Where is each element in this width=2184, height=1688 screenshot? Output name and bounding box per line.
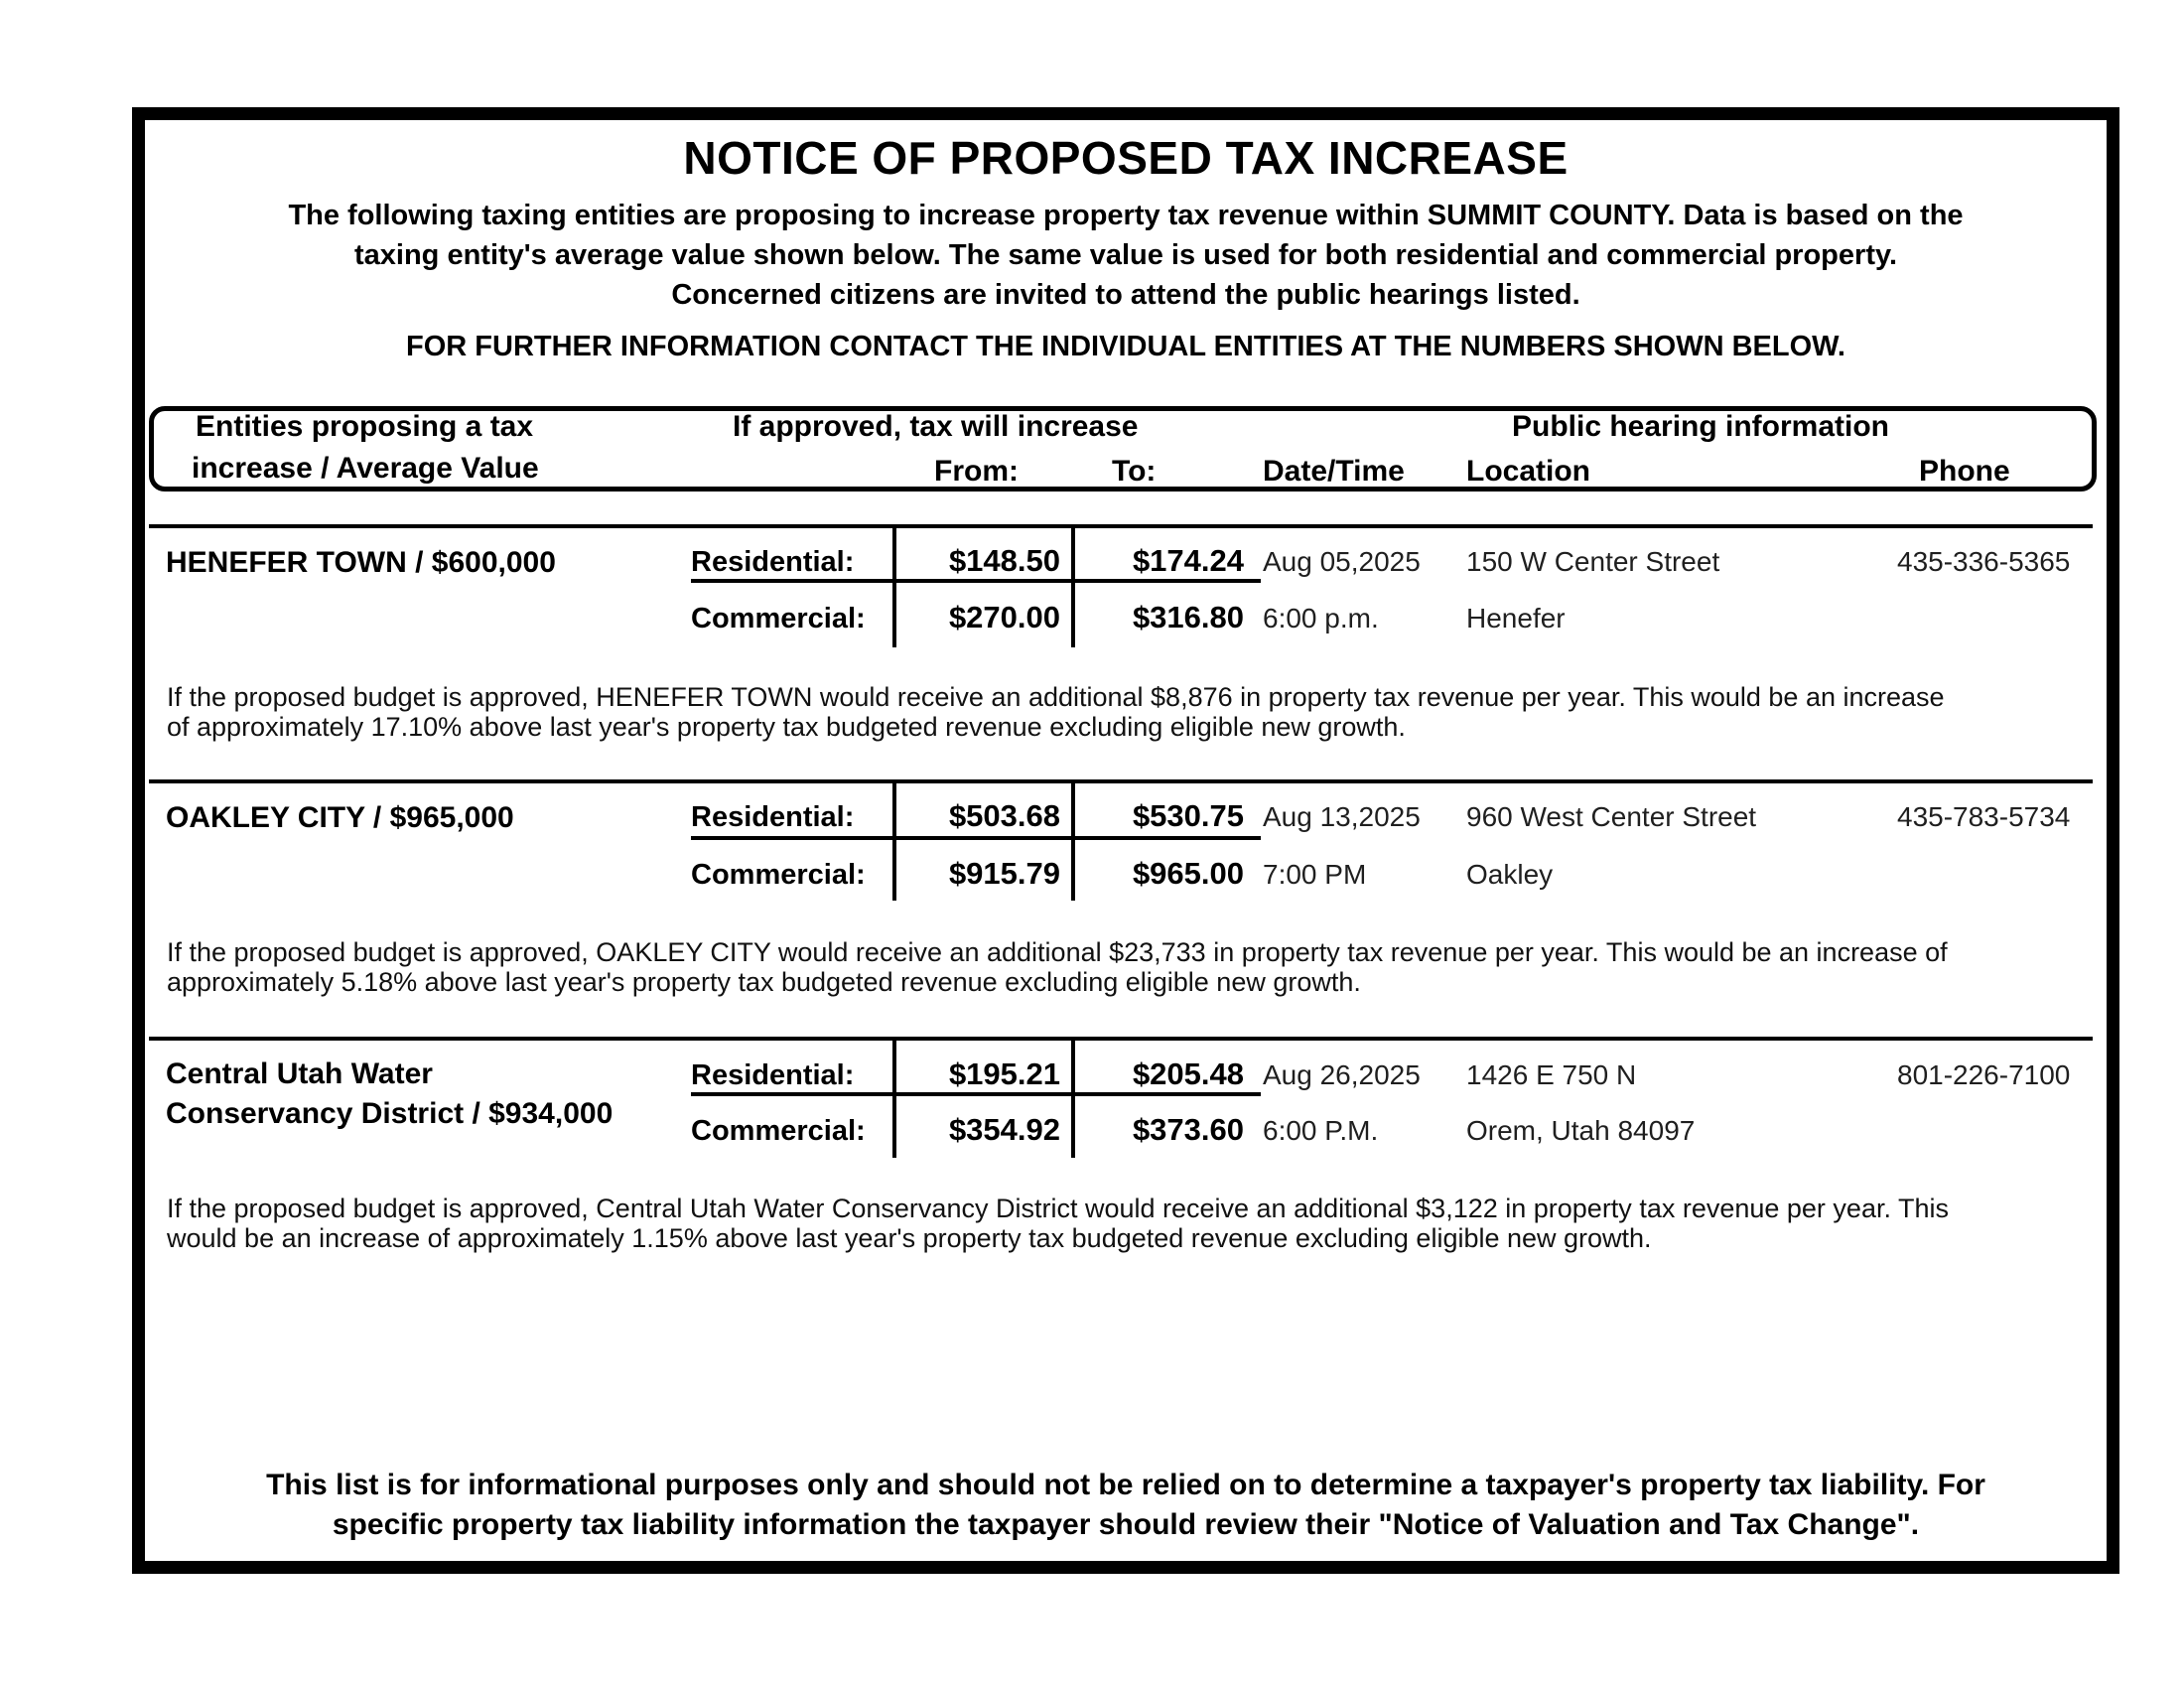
- hearing-time: 7:00 PM: [1263, 859, 1367, 890]
- header-hearing-group: Public hearing information: [1511, 410, 1890, 443]
- section-divider: [149, 1037, 2093, 1041]
- from-col-right-rule: [1071, 1039, 1075, 1158]
- residential-to-value: $174.24: [1132, 543, 1244, 578]
- note-line-1: If the proposed budget is approved, Central Utah Water Conservancy District would receive an additional $3,122 in property tax revenue per year. This: [167, 1194, 1949, 1223]
- commercial-to-value: $373.60: [1132, 1112, 1244, 1147]
- notice-frame: [132, 107, 2119, 1574]
- entity-name-line1: Central Utah Water: [166, 1057, 433, 1090]
- header-phone: Phone: [1919, 455, 2010, 488]
- entity-note: [167, 937, 1948, 997]
- header-location: Location: [1466, 455, 1590, 488]
- intro-paragraph: [145, 196, 2107, 315]
- hearing-time: 6:00 P.M.: [1263, 1115, 1379, 1146]
- from-col-right-rule: [1071, 781, 1075, 901]
- footer-line-1: This list is for informational purposes only and should not be relied on to determine a taxpayer's property tax liability. For: [266, 1469, 1985, 1501]
- commercial-from-value: $354.92: [948, 1112, 1060, 1147]
- note-line-2: of approximately 17.10% above last year's property tax budgeted revenue excluding eligible new growth.: [167, 712, 1406, 742]
- hearing-location-line1: 960 West Center Street: [1466, 801, 1757, 832]
- entity-name-line2: Conservancy District / $934,000: [166, 1097, 614, 1130]
- contact-line: FOR FURTHER INFORMATION CONTACT THE INDIVIDUAL ENTITIES AT THE NUMBERS SHOWN BELOW.: [406, 331, 1845, 362]
- entity-name: [166, 798, 514, 838]
- footer-disclaimer: [145, 1466, 2107, 1545]
- entity-name: [166, 543, 556, 583]
- note-line-1: If the proposed budget is approved, OAKLEY CITY would receive an additional $23,733 in property tax revenue per year. This would be an increase of: [167, 937, 1948, 967]
- section-divider: [149, 524, 2093, 528]
- residential-label: Residential:: [691, 1059, 855, 1091]
- residential-label: Residential:: [691, 801, 855, 833]
- hearing-phone: 435-336-5365: [1897, 546, 2071, 577]
- header-increase-group: If approved, tax will increase: [733, 410, 1139, 443]
- commercial-label: Commercial:: [691, 859, 866, 891]
- entity-note: [167, 1194, 1949, 1253]
- hearing-date: Aug 26,2025: [1263, 1059, 1421, 1090]
- note-line-2: would be an increase of approximately 1.15% above last year's property tax budgeted revenue excluding eligible new growth.: [167, 1223, 1652, 1253]
- entity-name-line1: OAKLEY CITY / $965,000: [166, 801, 514, 834]
- intro-line-2: taxing entity's average value shown below. The same value is used for both residential and commercial property.: [353, 239, 1898, 271]
- residential-row-rule: [691, 1092, 1261, 1096]
- commercial-to-value: $965.00: [1132, 856, 1244, 891]
- header-to: To:: [1112, 455, 1157, 488]
- commercial-to-value: $316.80: [1132, 600, 1244, 634]
- hearing-phone: 435-783-5734: [1897, 801, 2071, 832]
- from-col-right-rule: [1071, 524, 1075, 647]
- header-entities-col-line1: Entities proposing a tax: [196, 410, 534, 443]
- hearing-location-line2: Orem, Utah 84097: [1466, 1115, 1696, 1146]
- residential-from-value: $195.21: [948, 1056, 1060, 1091]
- note-line-2: approximately 5.18% above last year's property tax budgeted revenue excluding eligible new growth.: [167, 967, 1361, 997]
- residential-to-value: $530.75: [1132, 798, 1244, 833]
- hearing-date: Aug 13,2025: [1263, 801, 1421, 832]
- intro-line-1: The following taxing entities are proposing to increase property tax revenue within SUMMIT COUNTY. Data is based on the: [288, 200, 1964, 231]
- residential-from-value: $148.50: [948, 543, 1060, 578]
- commercial-from-value: $270.00: [948, 600, 1060, 634]
- hearing-time: 6:00 p.m.: [1263, 603, 1379, 633]
- hearing-location-line1: 1426 E 750 N: [1466, 1059, 1637, 1090]
- header-from: From:: [934, 455, 1019, 488]
- hearing-location-line1: 150 W Center Street: [1466, 546, 1720, 577]
- footer-line-2: specific property tax liability information the taxpayer should review their "Notice of Valuation and Tax Change".: [332, 1508, 1920, 1541]
- header-date-time: Date/Time: [1263, 455, 1405, 488]
- intro-line-3: Concerned citizens are invited to attend the public hearings listed.: [671, 279, 1580, 311]
- entity-note: [167, 682, 1945, 742]
- header-entities-col-line2: increase / Average Value: [192, 452, 539, 485]
- hearing-location-line2: Oakley: [1466, 859, 1554, 890]
- commercial-from-value: $915.79: [948, 856, 1060, 891]
- commercial-label: Commercial:: [691, 603, 866, 634]
- residential-row-rule: [691, 579, 1261, 583]
- hearing-phone: 801-226-7100: [1897, 1059, 2071, 1090]
- note-line-1: If the proposed budget is approved, HENEFER TOWN would receive an additional $8,876 in property tax revenue per year. This would be an increase: [167, 682, 1945, 712]
- commercial-label: Commercial:: [691, 1115, 866, 1147]
- entity-name-line1: HENEFER TOWN / $600,000: [166, 546, 556, 579]
- residential-from-value: $503.68: [948, 798, 1060, 833]
- residential-label: Residential:: [691, 546, 855, 578]
- page-title: NOTICE OF PROPOSED TAX INCREASE: [683, 132, 1569, 184]
- hearing-date: Aug 05,2025: [1263, 546, 1421, 577]
- residential-to-value: $205.48: [1132, 1056, 1244, 1091]
- entity-name: [166, 1055, 613, 1134]
- hearing-location-line2: Henefer: [1466, 603, 1566, 633]
- section-divider: [149, 779, 2093, 783]
- residential-row-rule: [691, 836, 1261, 840]
